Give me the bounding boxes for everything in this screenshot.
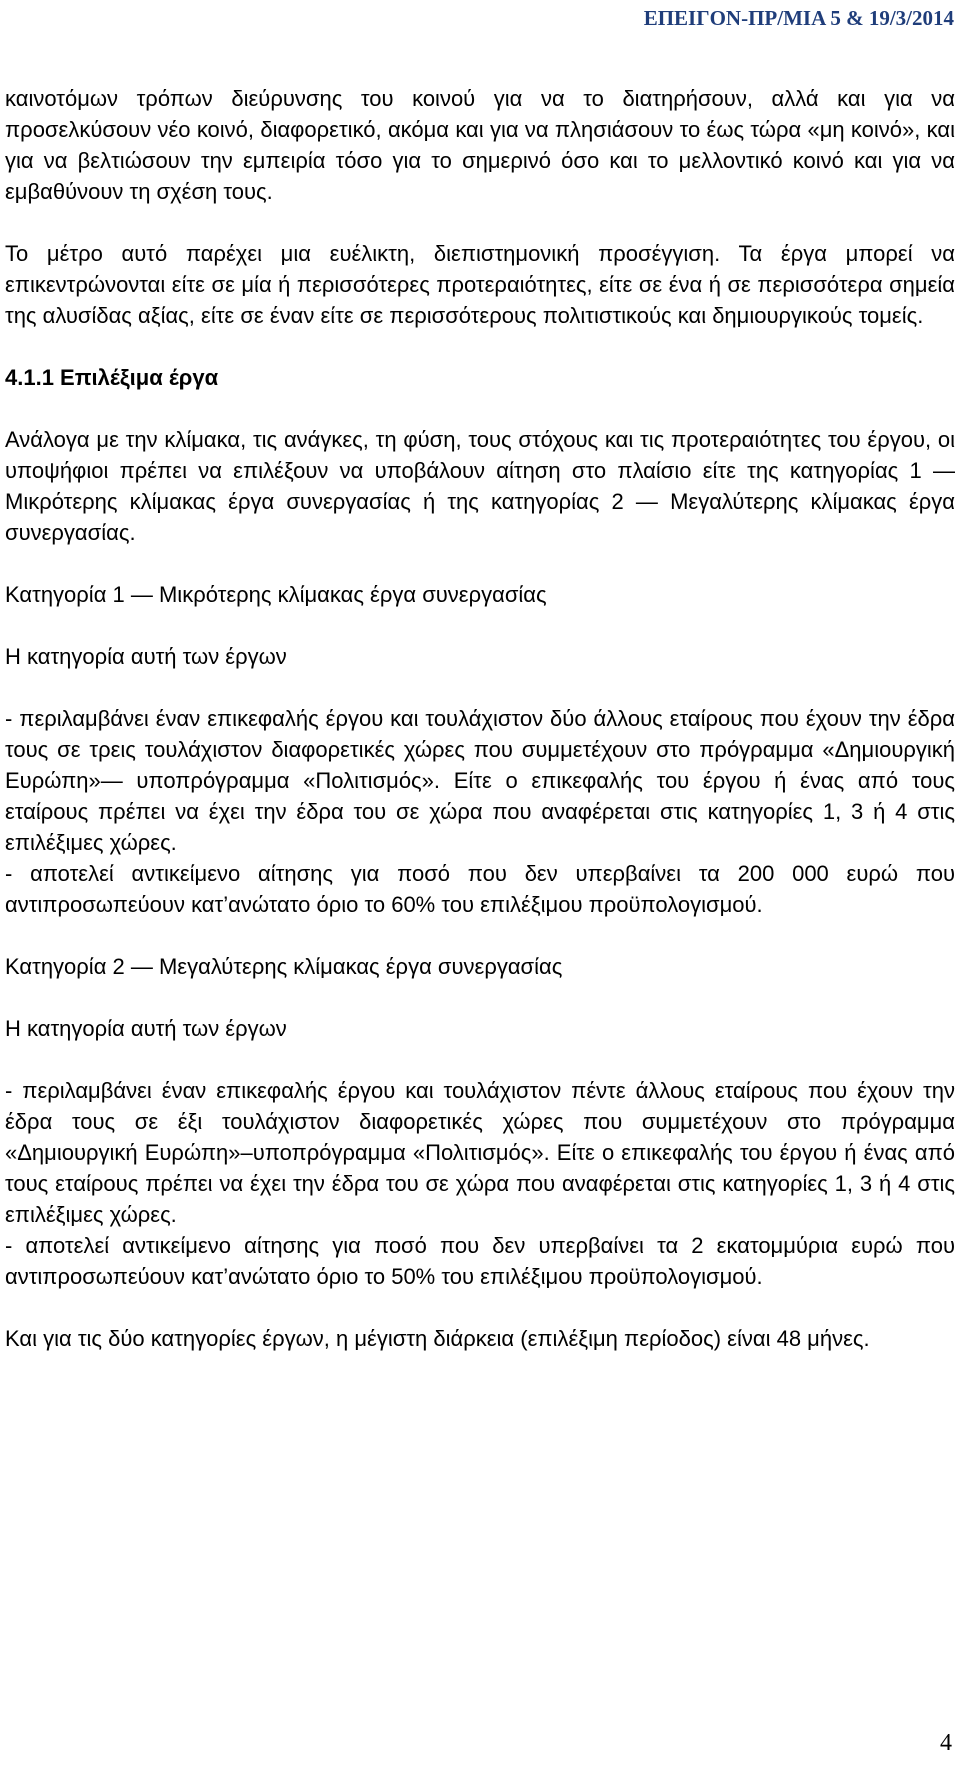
category-1-item-partners: - περιλαμβάνει έναν επικεφαλής έργου και τουλάχιστον δύο άλλους εταίρους που έχουν την έδρα τους σε τρεις τουλάχιστον διαφορετικές χώρες που συμμετέχουν στο πρόγραμμα «Δημιουργική Ευρώπη»― υποπρόγραμμα «Πολιτισμός». Είτε ο επικεφαλής του έργου ή ένας από τους εταίρους πρέπει να έχει την έδρα του σε χώρα που αναφέρεται στις κατηγορίες 1, 3 ή 4 στις επιλέξιμες χώρες.	[5, 706, 955, 855]
category-2-intro: Η κατηγορία αυτή των έργων	[5, 1016, 287, 1041]
document-header: ΕΠΕΙΓΟΝ-ΠΡ/ΜΙΑ 5 & 19/3/2014	[643, 6, 954, 30]
paragraph-approach: Το μέτρο αυτό παρέχει μια ευέλικτη, διεπιστημονική προσέγγιση. Τα έργα μπορεί να επικεντρώνονται είτε σε μία ή περισσότερες προτεραιότητες, είτε σε ένα ή σε περισσότερα σημεία της αλυσίδας αξίας, είτε σε έναν είτε σε περισσότερους πολιτιστικούς και δημιουργικούς τομείς.	[5, 241, 955, 328]
paragraph-audience: καινοτόμων τρόπων διεύρυνσης του κοινού για να το διατηρήσουν, αλλά και για να προσελκύσουν νέο κοινό, διαφορετικό, ακόμα και για να πλησιάσουν το έως τώρα «μη κοινό», και για να βελτιώσουν την εμπειρία τόσο για το σημερινό όσο και το μελλοντικό κοινό και για να εμβαθύνουν τη σχέση τους.	[5, 86, 955, 204]
paragraph-eligible-projects: Ανάλογα με την κλίμακα, τις ανάγκες, τη φύση, τους στόχους και τις προτεραιότητες του έργου, οι υποψήφιοι πρέπει να επιλέξουν να υποβάλουν αίτηση στο πλαίσιο είτε της κατηγορίας 1 ― Μικρότερης κλίμακας έργα συνεργασίας ή της κατηγορίας 2 ― Μεγαλύτερης κλίμακας έργα συνεργασίας.	[5, 427, 955, 545]
category-2-item-partners: - περιλαμβάνει έναν επικεφαλής έργου και τουλάχιστον πέντε άλλους εταίρους που έχουν την έδρα τους σε έξι τουλάχιστον διαφορετικές χώρες που συμμετέχουν στο πρόγραμμα «Δημιουργική Ευρώπη»–υποπρόγραμμα «Πολιτισμός». Είτε ο επικεφαλής του έργου ή ένας από τους εταίρους πρέπει να έχει την έδρα του σε χώρα που αναφέρεται στις κατηγορίες 1, 3 ή 4 στις επιλέξιμες χώρες.	[5, 1078, 955, 1227]
category-1-item-funding: - αποτελεί αντικείμενο αίτησης για ποσό που δεν υπερβαίνει τα 200 000 ευρώ που αντιπροσωπεύουν κατ’ανώτατο όριο το 60% του επιλέξιμου προϋπολογισμού.	[5, 861, 955, 917]
category-1-intro: Η κατηγορία αυτή των έργων	[5, 644, 287, 669]
paragraph-duration: Και για τις δύο κατηγορίες έργων, η μέγιστη διάρκεια (επιλέξιμη περίοδος) είναι 48 μήνες.	[5, 1326, 870, 1351]
category-2-item-funding: - αποτελεί αντικείμενο αίτησης για ποσό που δεν υπερβαίνει τα 2 εκατομμύρια ευρώ που αντιπροσωπεύουν κατ’ανώτατο όριο το 50% του επιλέξιμου προϋπολογισμού.	[5, 1233, 955, 1289]
document-body	[5, 83, 955, 1354]
category-2-title: Κατηγορία 2 ― Μεγαλύτερης κλίμακας έργα συνεργασίας	[5, 954, 563, 979]
category-1-title: Κατηγορία 1 ― Μικρότερης κλίμακας έργα συνεργασίας	[5, 582, 547, 607]
page-number: 4	[940, 1730, 952, 1756]
section-heading: 4.1.1 Επιλέξιμα έργα	[5, 365, 219, 390]
